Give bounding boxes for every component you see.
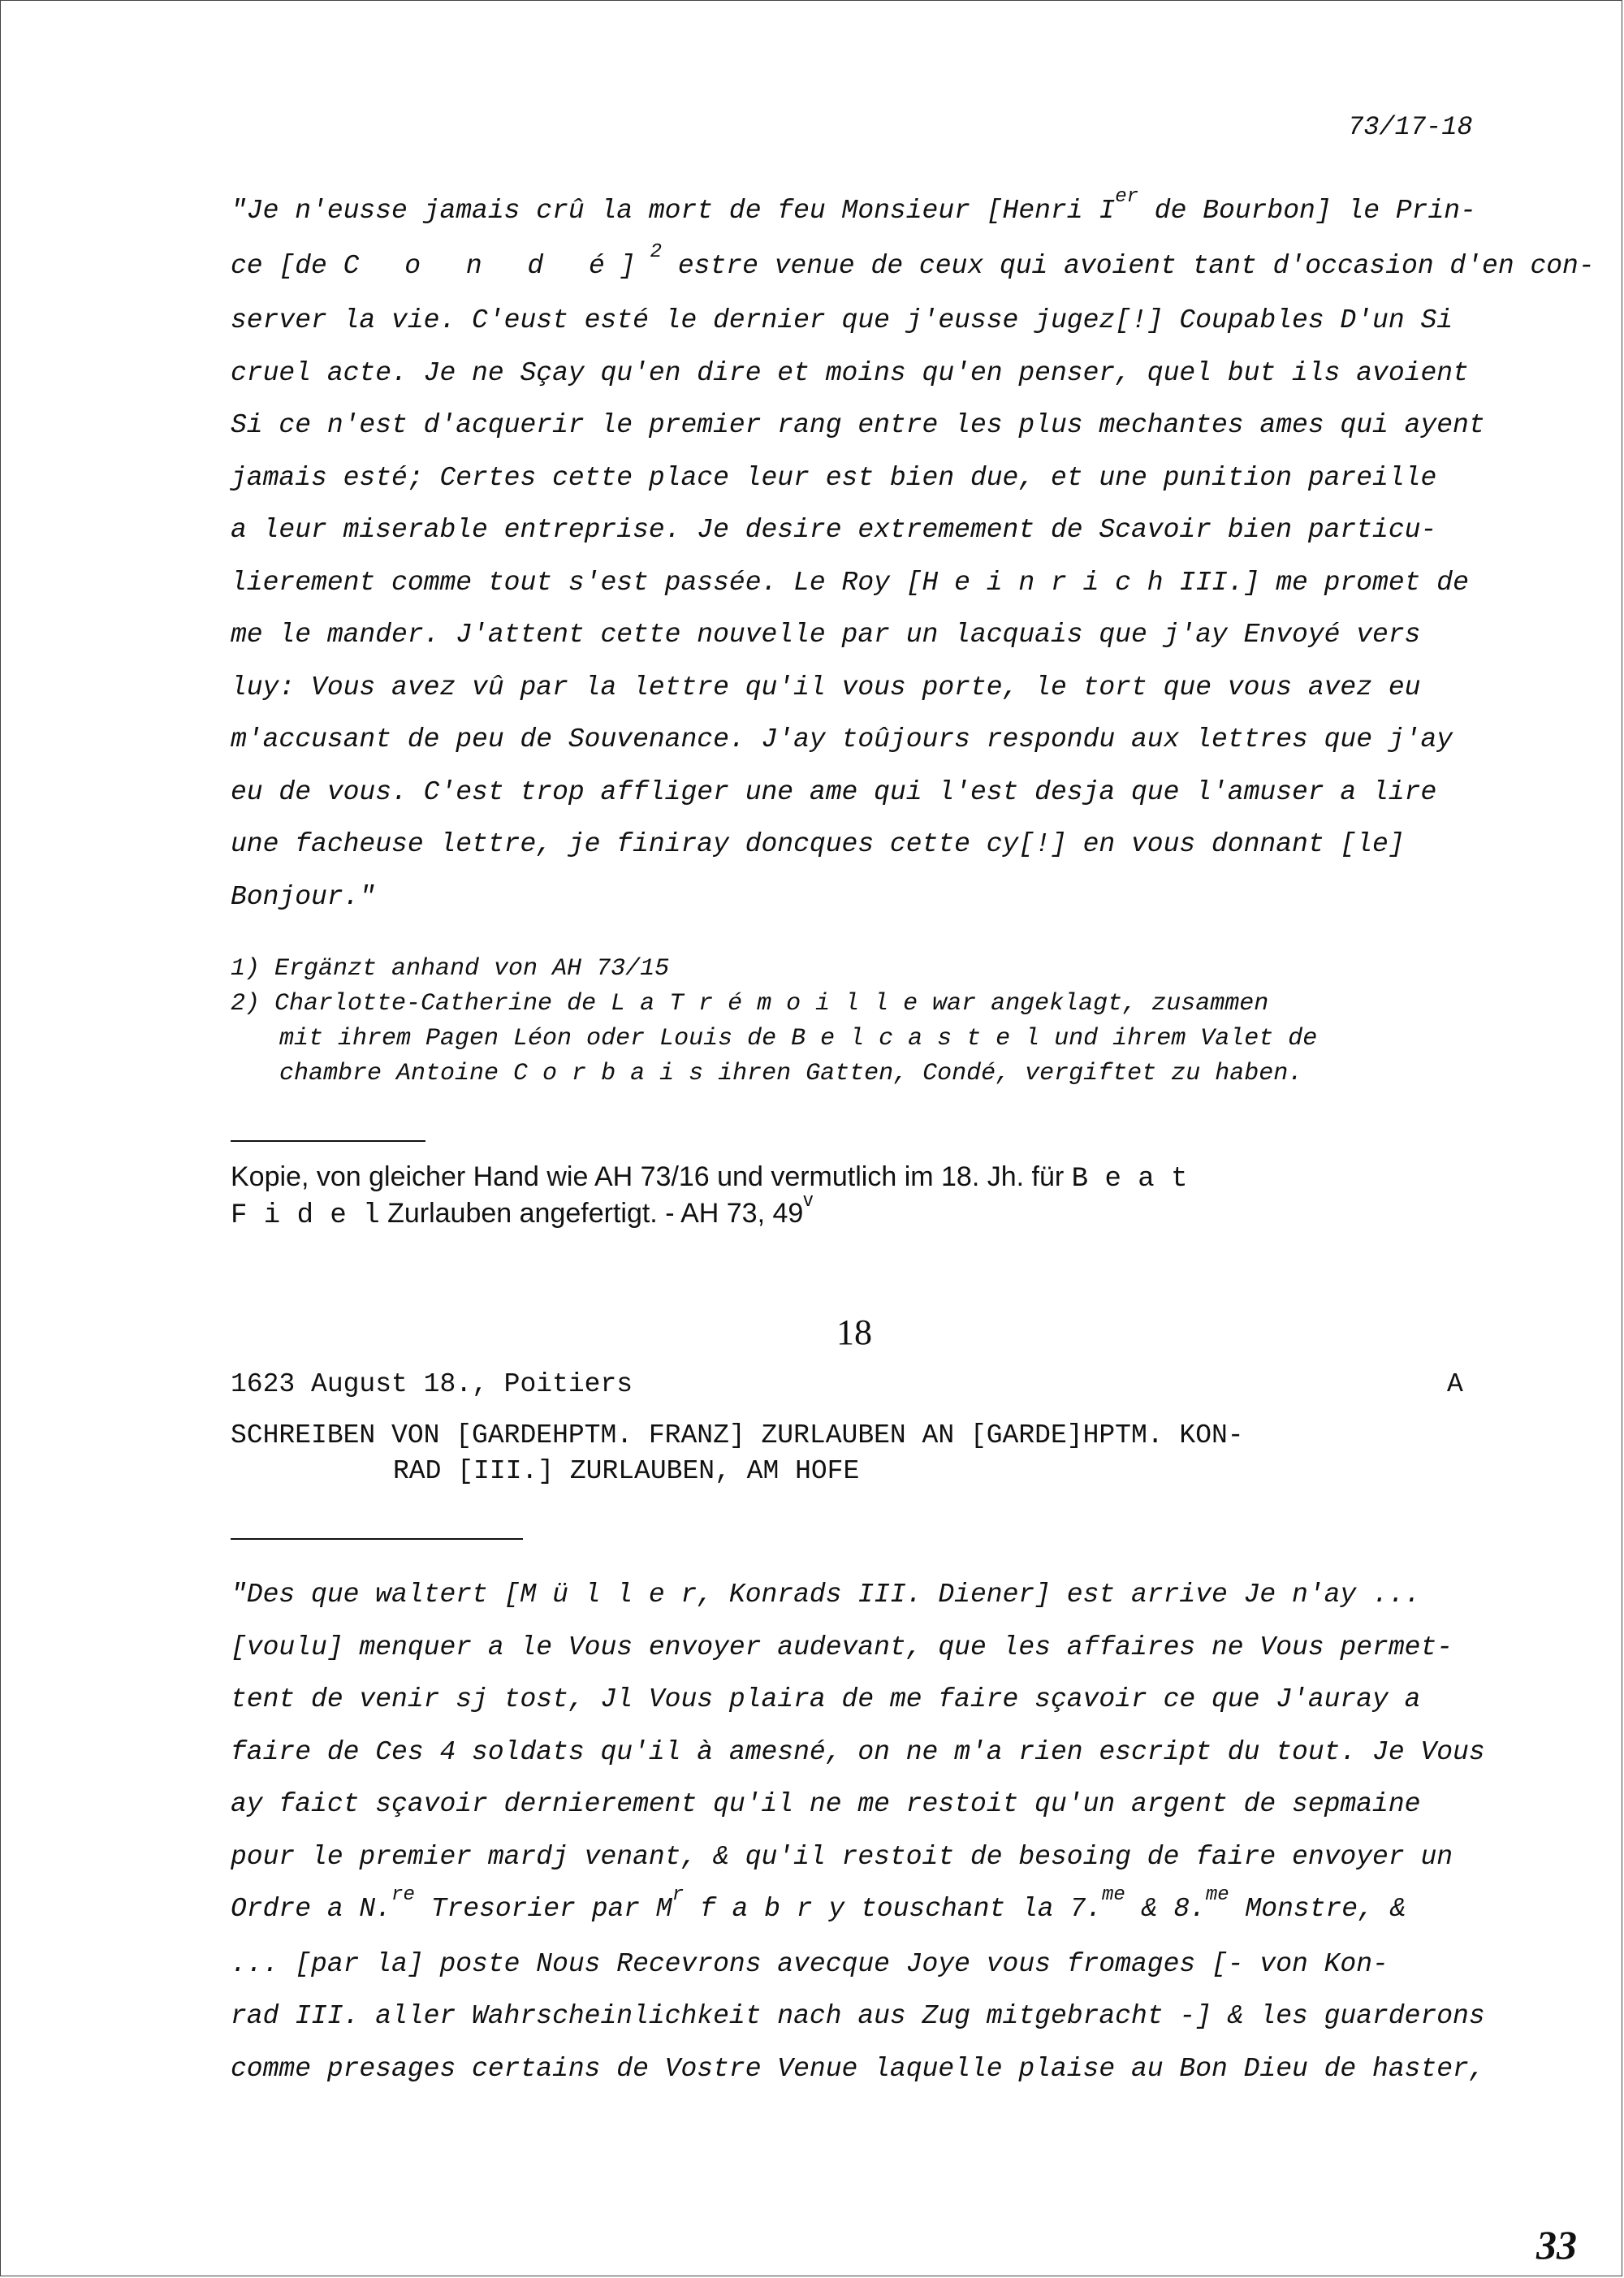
letter-1-line: cruel acte. Je ne Sçay qu'en dire et moins qu'en penser, quel but ils avoient (231, 357, 1469, 388)
letter-2-line: "Des que waltert [M ü l l e r, Konrads III. Diener] est arrive Je n'ay ... (231, 1580, 1421, 1610)
letter-2-line: ... [par la] poste Nous Recevrons avecque Joye vous fromages [- von Kon- (231, 1948, 1389, 1979)
letter-1-line: me le mander. J'attent cette nouvelle par un lacquais que j'ay Envoyé vers (231, 620, 1421, 650)
letter-2-line: comme presages certains de Vostre Venue laquelle plaise au Bon Dieu de haster, (231, 2053, 1485, 2084)
separator-rule (231, 1140, 425, 1142)
document-type: A (1447, 1369, 1463, 1399)
letter-1-line: jamais esté; Certes cette place leur est bien due, et une punition pareille (231, 462, 1437, 493)
document-title (231, 1418, 1244, 1489)
document-number: 18 (836, 1312, 872, 1352)
page-number: 33 (1536, 2222, 1577, 2267)
letter-2-line: faire de Ces 4 soldats qu'il à amesné, on ne m'a rien escript du tout. Je Vous (231, 1736, 1485, 1767)
footnote-2-continued: mit ihrem Pagen Léon oder Louis de B e l c a s t e l und ihrem Valet de (279, 1025, 1318, 1053)
letter-2-line: tent de venir sj tost, Jl Vous plaira de me faire sçavoir ce que J'auray a (231, 1684, 1421, 1714)
letter-2-line: ay faict sçavoir dernierement qu'il ne me restoit qu'un argent de sepmaine (231, 1789, 1421, 1819)
date-place: 1623 August 18., Poitiers (231, 1369, 633, 1399)
letter-1-line: Bonjour." (231, 881, 376, 912)
document-reference: 73/17-18 (1348, 112, 1473, 142)
title-line: SCHREIBEN VON [GARDEHPTM. FRANZ] ZURLAUBEN AN [GARDE]HPTM. KON- (231, 1420, 1244, 1450)
letter-1-line: Si ce n'est d'acquerir le premier rang entre les plus mechantes ames qui ayent (231, 410, 1485, 440)
letter-1-line: luy: Vous avez vû par la lettre qu'il vous porte, le tort que vous avez eu (231, 672, 1421, 702)
separator-rule (231, 1538, 523, 1540)
letter-2-line: Ordre a N.$^{re}$ Tresorier par $M^r$ f a b r y touschant la 7.$^{me}$ & 8.$^{me}$ Monstre, & (231, 1884, 1406, 1924)
letter-1-line: lierement comme tout s'est passée. Le Roy [H e i n r i c h III.] me promet de (231, 567, 1469, 598)
source-note-line: Kopie, von gleicher Hand wie AH 73/16 und vermutlich im 18. Jh. für B e a t (231, 1161, 1188, 1195)
source-note (231, 1160, 1187, 1234)
letter-1-line: eu de vous. C'est trop affliger une ame qui l'est desja que l'amuser a lire (231, 776, 1437, 807)
footnote-2: 2) Charlotte-Catherine de L a T r é m o i l l e war angeklagt, zusammen (231, 990, 1269, 1018)
title-line: RAD [III.] ZURLAUBEN, AM HOFE (393, 1456, 860, 1486)
letter-2-line: [voulu] menquer a le Vous envoyer audevant, que les affaires ne Vous permet- (231, 1632, 1453, 1662)
letter-2-line: pour le premier mardj venant, & qu'il restoit de besoing de faire envoyer un (231, 1841, 1453, 1872)
letter-2-text (231, 1569, 1514, 2095)
letter-1-line: server la vie. C'eust esté le dernier que j'eusse jugez[!] Coupables D'un Si (231, 305, 1453, 335)
letter-1-line: ce [de C o n d é]$^2$ estre venue de ceux qui avoient tant d'occasion d'en con- (231, 240, 1595, 281)
source-note-line: F i d e l Zurlauben angefertigt. - AH 73, 49$^v$ (231, 1189, 814, 1231)
letter-1-line: "Je n'eusse jamais crû la mort de feu Monsieur [Henri Ier de Bourbon] le Prin- (231, 186, 1476, 226)
letter-1-line: m'accusant de peu de Souvenance. J'ay toûjours respondu aux lettres que j'ay (231, 724, 1453, 754)
letter-1-line: une facheuse lettre, je finiray doncques cette cy[!] en vous donnant [le] (231, 829, 1405, 859)
footnote-2-continued: chambre Antoine C o r b a i s ihren Gatten, Condé, vergiftet zu haben. (279, 1060, 1303, 1087)
footnote-1: 1) Ergänzt anhand von AH 73/15 (231, 955, 670, 983)
letter-1-line: a leur miserable entreprise. Je desire extremement de Scavoir bien particu- (231, 515, 1437, 545)
footnotes (231, 952, 1317, 1091)
letter-1-text (231, 185, 1595, 923)
letter-2-line: rad III. aller Wahrscheinlichkeit nach aus Zug mitgebracht -] & les guarderons (231, 2001, 1485, 2031)
